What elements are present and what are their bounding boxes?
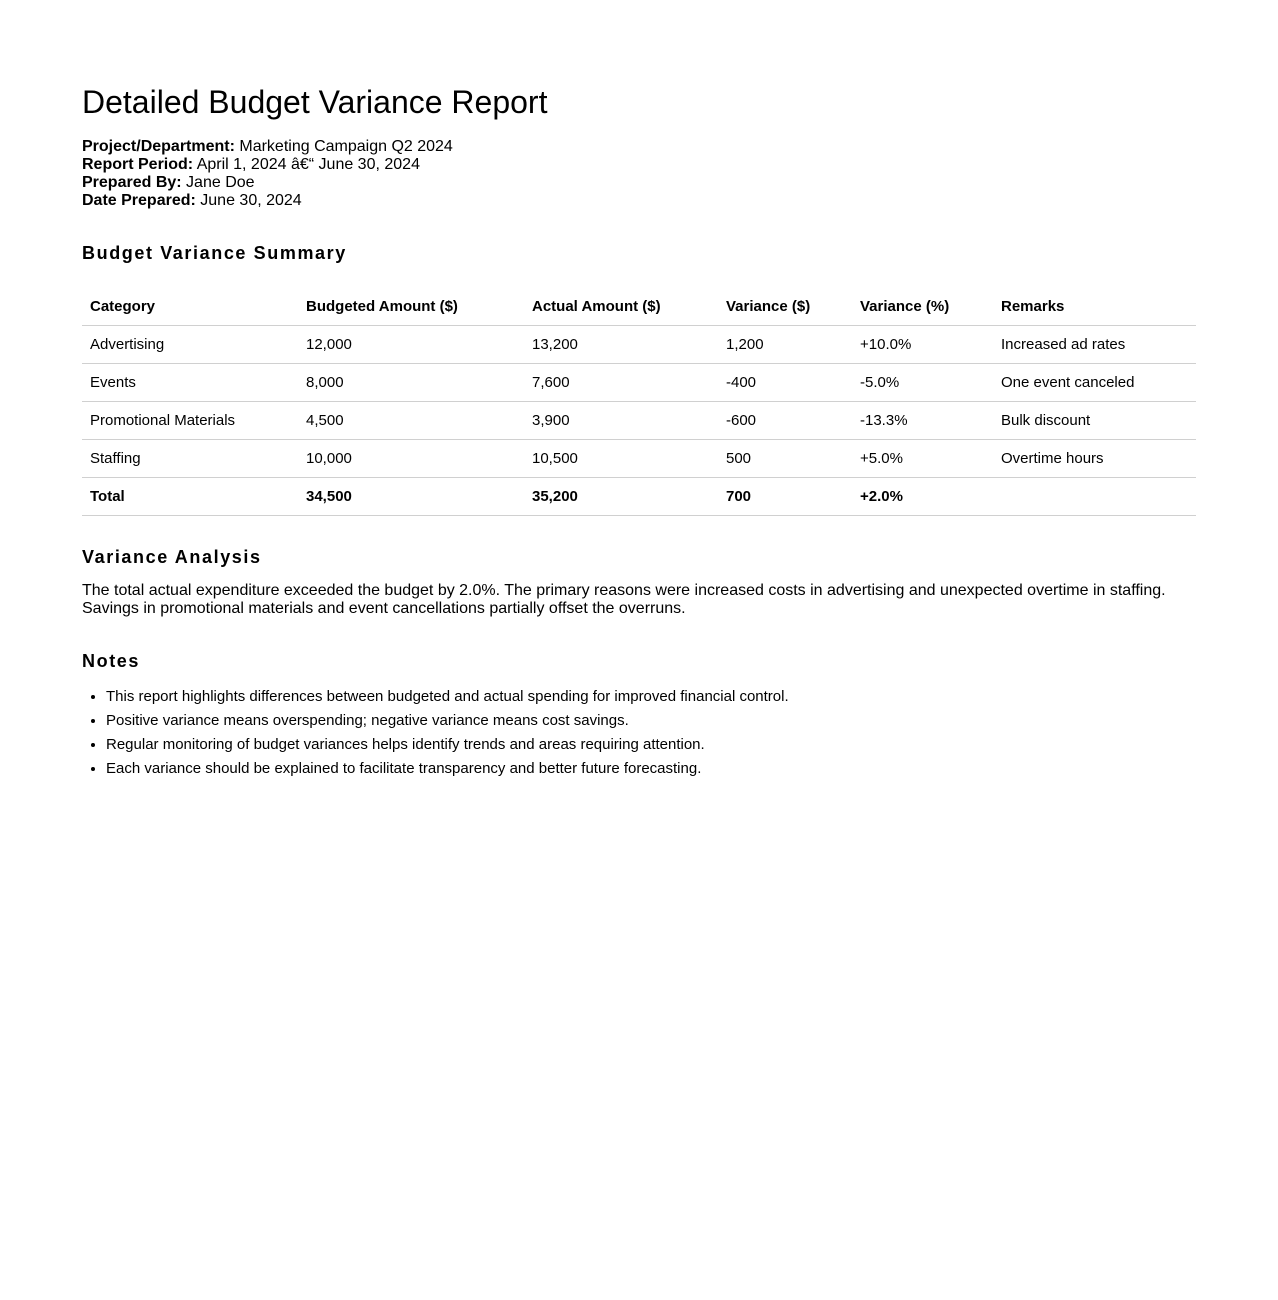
cell-budgeted: 8,000 bbox=[298, 364, 524, 402]
cell-budgeted: 12,000 bbox=[298, 326, 524, 364]
meta-prepared-by-label: Prepared By: bbox=[82, 174, 182, 191]
column-header-variance: Variance ($) bbox=[718, 288, 852, 326]
table-row bbox=[82, 364, 1196, 402]
report-meta bbox=[82, 138, 1196, 210]
meta-project-label: Project/Department: bbox=[82, 138, 235, 155]
cell-category: Events bbox=[82, 364, 298, 402]
meta-period bbox=[82, 156, 1196, 174]
cell-category: Staffing bbox=[82, 440, 298, 478]
meta-project bbox=[82, 138, 1196, 156]
cell-actual: 7,600 bbox=[524, 364, 718, 402]
meta-date-label: Date Prepared: bbox=[82, 192, 196, 209]
cell-variance-pct: +5.0% bbox=[852, 440, 993, 478]
meta-prepared-by bbox=[82, 174, 1196, 192]
table-header-row bbox=[82, 288, 1196, 326]
cell-variance-pct: -5.0% bbox=[852, 364, 993, 402]
meta-date bbox=[82, 192, 1196, 210]
cell-variance: -600 bbox=[718, 402, 852, 440]
list-item: • Each variance should be explained to facilitate transparency and better future forecasting. bbox=[106, 760, 1196, 778]
total-actual: 35,200 bbox=[524, 478, 718, 516]
column-header-actual: Actual Amount ($) bbox=[524, 288, 718, 326]
cell-actual: 10,500 bbox=[524, 440, 718, 478]
cell-category: Promotional Materials bbox=[82, 402, 298, 440]
table-total-row bbox=[82, 478, 1196, 516]
cell-variance-pct: -13.3% bbox=[852, 402, 993, 440]
cell-remarks: Increased ad rates bbox=[993, 326, 1196, 364]
total-remarks bbox=[993, 478, 1196, 516]
cell-variance: -400 bbox=[718, 364, 852, 402]
table-row bbox=[82, 440, 1196, 478]
analysis-text: The total actual expenditure exceeded the budget by 2.0%. The primary reasons were increased costs in advertising and unexpected overtime in staffing. Savings in promotional materials and event cancellations partially offset the overruns. bbox=[82, 582, 1166, 617]
page-title: Detailed Budget Variance Report bbox=[82, 84, 548, 120]
column-header-category: Category bbox=[82, 288, 298, 326]
cell-variance-pct: +10.0% bbox=[852, 326, 993, 364]
meta-prepared-by-value: Jane Doe bbox=[186, 174, 255, 191]
budget-variance-table bbox=[82, 288, 1196, 516]
cell-category: Advertising bbox=[82, 326, 298, 364]
cell-variance: 500 bbox=[718, 440, 852, 478]
table-row bbox=[82, 326, 1196, 364]
total-label: Total bbox=[82, 478, 298, 516]
table-row bbox=[82, 402, 1196, 440]
meta-period-value: April 1, 2024 â€“ June 30, 2024 bbox=[196, 156, 420, 173]
cell-variance: 1,200 bbox=[718, 326, 852, 364]
analysis-heading: Variance Analysis bbox=[82, 547, 262, 567]
cell-budgeted: 4,500 bbox=[298, 402, 524, 440]
column-header-remarks: Remarks bbox=[993, 288, 1196, 326]
column-header-variance-pct: Variance (%) bbox=[852, 288, 993, 326]
cell-remarks: Overtime hours bbox=[993, 440, 1196, 478]
meta-date-value: June 30, 2024 bbox=[200, 192, 302, 209]
total-budgeted: 34,500 bbox=[298, 478, 524, 516]
cell-remarks: One event canceled bbox=[993, 364, 1196, 402]
notes-heading: Notes bbox=[82, 651, 141, 671]
meta-period-label: Report Period: bbox=[82, 156, 194, 173]
cell-actual: 13,200 bbox=[524, 326, 718, 364]
summary-heading: Budget Variance Summary bbox=[82, 243, 347, 263]
list-item: • Regular monitoring of budget variances helps identify trends and areas requiring attention. bbox=[106, 736, 1196, 754]
total-variance: 700 bbox=[718, 478, 852, 516]
notes-list bbox=[82, 688, 1196, 778]
column-header-budgeted: Budgeted Amount ($) bbox=[298, 288, 524, 326]
cell-actual: 3,900 bbox=[524, 402, 718, 440]
cell-remarks: Bulk discount bbox=[993, 402, 1196, 440]
list-item: • Positive variance means overspending; negative variance means cost savings. bbox=[106, 712, 1196, 730]
list-item: • This report highlights differences between budgeted and actual spending for improved financial control. bbox=[106, 688, 1196, 706]
total-variance-pct: +2.0% bbox=[852, 478, 993, 516]
meta-project-value: Marketing Campaign Q2 2024 bbox=[239, 138, 453, 155]
cell-budgeted: 10,000 bbox=[298, 440, 524, 478]
